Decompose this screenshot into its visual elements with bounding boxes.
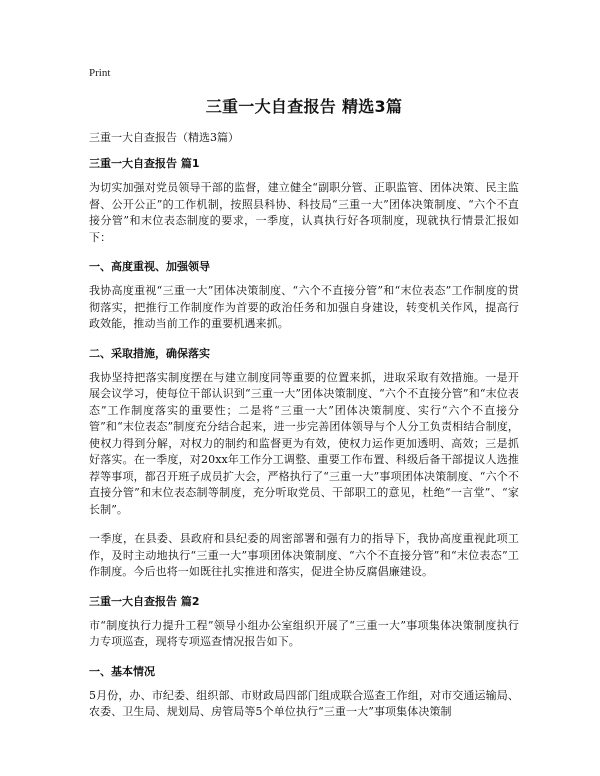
- print-label[interactable]: Print: [89, 67, 111, 79]
- document-subtitle: 三重一大自查报告（精选3篇）: [89, 131, 239, 144]
- article-2-intro: 市“制度执行力提升工程”领导小组办公室组织开展了“三重一大”事项集体决策制度执行力专项巡查，现将专项巡查情况报告如下。: [89, 618, 519, 648]
- article-1-section-1-heading: 一、高度重视、加强领导: [89, 260, 210, 273]
- article-2-section-1-heading: 一、基本情况: [89, 664, 155, 678]
- article-1-section-1-text: 我协高度重视“三重一大”团体决策制度、“六个不直接分管”和“末位表态”工作制度的贯彻落实，把推行工作制度作为首要的政治任务和加强自身建设，转变机关作风，提高行政效能，推动当前工作的重要机遇来抓。: [89, 284, 519, 330]
- article-1-section-2-heading: 二、采取措施，确保落实: [89, 346, 210, 360]
- article-1-heading: 三重一大自查报告 篇1: [89, 157, 200, 170]
- article-2-heading: 三重一大自查报告 篇2: [89, 594, 200, 608]
- article-1-closing: 一季度，在县委、县政府和县纪委的周密部署和强有力的指导下，我协高度重视此项工作，及时主动地执行“三重一大”事项团体决策制度、“六个不直接分管”和“末位表态”工作制度。今后也将一如既往扎实推进和落实，促进全协反腐倡廉建设。: [89, 532, 519, 578]
- article-1-intro: 为切实加强对党员领导干部的监督，建立健全“副职分管、正职监管、团体决策、民主监督、公开公正”的工作机制，按照县科协、科技局“三重一大”团体决策制度、“六个不直接分管”和末位表态制度的要求，一季度，认真执行好各项制度，现就执行情景汇报如下：: [89, 181, 519, 244]
- document-page: [89, 66, 519, 734]
- article-1-section-2-text: 我协坚持把落实制度摆在与建立制度同等重要的位置来抓，进取采取有效措施。一是开展会议学习，使每位干部认识到“三重一大”团体决策制度、“六个不直接分管”和“末位表态”工作制度落实的重要性；二是将“三重一大”团体决策制度、实行“六个不直接分管”和“末位表态”制度充分结合起来，进一步完善团体领导与个人分工负责相结合制度，使权力得到分解，对权力的制约和监督更为有效，使权力运作更加透明、高效；三是抓好落实。在一季度，对20xx年工作分工调整、重要工作布置、科级后备干部提议人选推荐等事项，都召开班子成员扩大会，严格执行了“三重一大”事项团体决策制度、“六个不直接分管”和末位表态制等制度，充分听取党员、干部职工的意见，杜绝“一言堂”、“家长制”。: [89, 370, 519, 516]
- article-2-section-1-text: 5月份，办、市纪委、组织部、市财政局四部门组成联合巡查工作组，对市交通运输局、农委、卫生局、规划局、房管局等5个单位执行“三重一大”事项集体决策制: [89, 688, 519, 718]
- document-title: 三重一大自查报告 精选3篇: [205, 97, 403, 116]
